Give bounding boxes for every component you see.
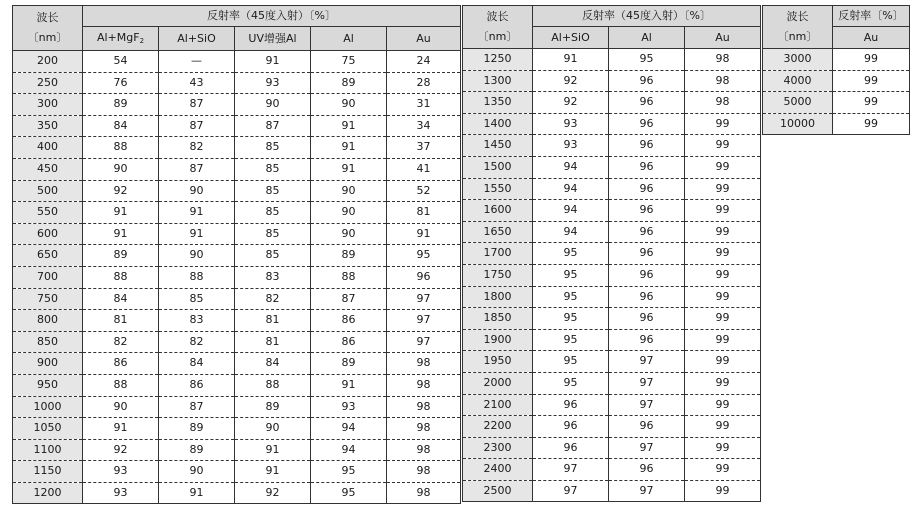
table-row	[463, 351, 761, 373]
reflectance-cell: 93	[533, 113, 609, 135]
column-header	[235, 27, 311, 51]
wavelength-cell: 2000	[463, 372, 533, 394]
reflectance-cell: 90	[311, 94, 387, 116]
wavelength-cell: 1700	[463, 243, 533, 265]
table-row	[463, 221, 761, 243]
column-header	[83, 27, 159, 51]
column-header: Au	[685, 27, 761, 49]
reflectance-cell: 98	[387, 461, 461, 483]
reflectance-cell: 94	[533, 156, 609, 178]
reflectance-cell: 99	[685, 329, 761, 351]
reflectance-cell: 81	[235, 310, 311, 332]
reflectance-cell: 99	[685, 221, 761, 243]
reflectance-cell: 83	[159, 310, 235, 332]
reflectance-cell: 99	[685, 394, 761, 416]
reflectance-cell: 91	[159, 202, 235, 224]
wavelength-cell: 1850	[463, 308, 533, 330]
reflectance-cell: 88	[159, 266, 235, 288]
wavelength-cell: 2500	[463, 480, 533, 502]
reflectance-cell: 88	[311, 266, 387, 288]
reflectance-cell: 87	[311, 288, 387, 310]
table-body	[13, 51, 461, 504]
reflectance-cell: 91	[387, 223, 461, 245]
reflectance-cell: 96	[609, 200, 685, 222]
wavelength-cell: 4000	[763, 70, 833, 92]
reflectance-cell: 90	[83, 158, 159, 180]
reflectance-cell: 97	[533, 459, 609, 481]
reflectance-cell: 84	[83, 115, 159, 137]
table-row	[13, 288, 461, 310]
reflectance-cell: 91	[311, 137, 387, 159]
table-row	[13, 310, 461, 332]
reflectance-cell: 96	[609, 70, 685, 92]
reflectance-cell: 41	[387, 158, 461, 180]
reflectance-cell: 84	[83, 288, 159, 310]
wavelength-cell: 1150	[13, 461, 83, 483]
reflectance-cell: 99	[685, 437, 761, 459]
reflectance-group-header: 反射率（45度入射）〔%〕	[533, 6, 761, 27]
reflectance-cell: 87	[159, 396, 235, 418]
reflectance-cell: 96	[609, 308, 685, 330]
reflectance-cell: 99	[685, 264, 761, 286]
table-row	[13, 180, 461, 202]
wavelength-cell: 700	[13, 266, 83, 288]
reflectance-cell: 85	[235, 245, 311, 267]
wavelength-cell: 1100	[13, 439, 83, 461]
reflectance-table-1250-2500	[462, 5, 761, 502]
reflectance-cell: 86	[83, 353, 159, 375]
wavelength-cell: 1950	[463, 351, 533, 373]
wavelength-cell: 300	[13, 94, 83, 116]
reflectance-cell: 97	[387, 310, 461, 332]
wavelength-label: 波长	[36, 11, 59, 24]
reflectance-cell: 98	[387, 482, 461, 504]
reflectance-cell: 91	[311, 158, 387, 180]
reflectance-cell: 94	[311, 418, 387, 440]
column-header-label: Al+SiO	[177, 32, 216, 45]
reflectance-cell: 99	[685, 416, 761, 438]
wavelength-unit: 〔nm〕	[477, 30, 518, 43]
reflectance-cell: 90	[311, 180, 387, 202]
wavelength-cell: 350	[13, 115, 83, 137]
wavelength-label: 波长	[486, 10, 509, 23]
table-row	[13, 418, 461, 440]
reflectance-cell: 85	[159, 288, 235, 310]
reflectance-cell: 28	[387, 72, 461, 94]
reflectance-cell: 89	[235, 396, 311, 418]
reflectance-cell: 91	[311, 115, 387, 137]
wavelength-cell: 1450	[463, 135, 533, 157]
reflectance-cell: 97	[609, 480, 685, 502]
table-row	[13, 396, 461, 418]
table-row	[463, 416, 761, 438]
wavelength-cell: 800	[13, 310, 83, 332]
reflectance-table-3000-10000	[762, 5, 910, 135]
wavelength-header	[463, 6, 533, 49]
reflectance-cell: 99	[685, 135, 761, 157]
reflectance-cell: 97	[609, 351, 685, 373]
table-row	[13, 137, 461, 159]
table-row	[463, 243, 761, 265]
wavelength-header	[763, 6, 833, 49]
table-row	[463, 480, 761, 502]
wavelength-cell: 2300	[463, 437, 533, 459]
wavelength-cell: 450	[13, 158, 83, 180]
reflectance-cell: 94	[533, 200, 609, 222]
reflectance-cell: 96	[533, 394, 609, 416]
wavelength-cell: 600	[13, 223, 83, 245]
reflectance-cell: 99	[833, 92, 910, 114]
table-row	[13, 353, 461, 375]
reflectance-cell: 92	[533, 70, 609, 92]
reflectance-cell: 91	[159, 482, 235, 504]
reflectance-cell: 86	[311, 310, 387, 332]
column-header	[311, 27, 387, 51]
reflectance-cell: 95	[311, 482, 387, 504]
reflectance-header: 反射率〔%〕	[833, 6, 910, 27]
table-row	[13, 439, 461, 461]
column-header	[159, 27, 235, 51]
reflectance-cell: 85	[235, 137, 311, 159]
reflectance-cell: 89	[311, 353, 387, 375]
table-row	[463, 437, 761, 459]
table-row	[13, 115, 461, 137]
reflectance-cell: 83	[235, 266, 311, 288]
reflectance-cell: —	[159, 51, 235, 73]
reflectance-cell: 31	[387, 94, 461, 116]
column-header	[387, 27, 461, 51]
wavelength-cell: 650	[13, 245, 83, 267]
reflectance-cell: 85	[235, 180, 311, 202]
reflectance-cell: 99	[685, 351, 761, 373]
table-row	[763, 49, 910, 71]
reflectance-cell: 90	[235, 94, 311, 116]
wavelength-cell: 1600	[463, 200, 533, 222]
reflectance-cell: 96	[533, 437, 609, 459]
wavelength-cell: 2200	[463, 416, 533, 438]
reflectance-cell: 90	[83, 396, 159, 418]
reflectance-cell: 93	[83, 461, 159, 483]
table-row	[463, 459, 761, 481]
reflectance-cell: 89	[311, 245, 387, 267]
table-row	[13, 51, 461, 73]
table-row	[763, 113, 910, 135]
wavelength-cell: 1750	[463, 264, 533, 286]
table-row	[13, 158, 461, 180]
reflectance-cell: 81	[83, 310, 159, 332]
wavelength-cell: 1050	[13, 418, 83, 440]
wavelength-cell: 1250	[463, 49, 533, 71]
reflectance-cell: 99	[685, 459, 761, 481]
reflectance-cell: 97	[387, 288, 461, 310]
reflectance-cell: 96	[609, 221, 685, 243]
table-row	[13, 331, 461, 353]
reflectance-cell: 96	[533, 416, 609, 438]
reflectance-cell: 81	[387, 202, 461, 224]
reflectance-cell: 96	[609, 113, 685, 135]
column-header-label: Al+MgF	[96, 31, 140, 44]
reflectance-cell: 98	[685, 49, 761, 71]
table-row	[13, 266, 461, 288]
reflectance-cell: 99	[685, 113, 761, 135]
reflectance-cell: 93	[533, 135, 609, 157]
reflectance-cell: 96	[609, 416, 685, 438]
wavelength-cell: 3000	[763, 49, 833, 71]
reflectance-cell: 94	[533, 221, 609, 243]
reflectance-cell: 94	[533, 178, 609, 200]
column-header: Au	[833, 27, 910, 49]
reflectance-cell: 95	[311, 461, 387, 483]
reflectance-cell: 87	[235, 115, 311, 137]
table-row	[463, 92, 761, 114]
reflectance-cell: 98	[685, 92, 761, 114]
table-row	[463, 135, 761, 157]
reflectance-cell: 99	[833, 70, 910, 92]
reflectance-cell: 99	[685, 286, 761, 308]
reflectance-cell: 95	[387, 245, 461, 267]
reflectance-cell: 92	[235, 482, 311, 504]
table-row	[13, 482, 461, 504]
reflectance-cell: 99	[685, 480, 761, 502]
reflectance-cell: 96	[609, 459, 685, 481]
reflectance-cell: 89	[159, 418, 235, 440]
column-header-label: Al	[343, 32, 354, 45]
wavelength-cell: 2400	[463, 459, 533, 481]
table-row	[13, 461, 461, 483]
table-row	[463, 156, 761, 178]
wavelength-cell: 1800	[463, 286, 533, 308]
wavelength-cell: 1300	[463, 70, 533, 92]
reflectance-cell: 54	[83, 51, 159, 73]
reflectance-cell: 89	[83, 245, 159, 267]
reflectance-cell: 98	[387, 374, 461, 396]
wavelength-unit: 〔nm〕	[777, 30, 818, 43]
reflectance-cell: 97	[387, 331, 461, 353]
reflectance-cell: 91	[311, 374, 387, 396]
reflectance-cell: 96	[609, 243, 685, 265]
reflectance-cell: 99	[685, 372, 761, 394]
reflectance-cell: 88	[83, 266, 159, 288]
reflectance-cell: 87	[159, 158, 235, 180]
reflectance-cell: 86	[159, 374, 235, 396]
wavelength-cell: 1000	[13, 396, 83, 418]
reflectance-cell: 94	[311, 439, 387, 461]
table-row	[463, 49, 761, 71]
reflectance-cell: 95	[533, 264, 609, 286]
table-row	[463, 394, 761, 416]
reflectance-cell: 93	[83, 482, 159, 504]
reflectance-cell: 88	[235, 374, 311, 396]
wavelength-cell: 500	[13, 180, 83, 202]
reflectance-cell: 96	[609, 156, 685, 178]
reflectance-cell: 97	[533, 480, 609, 502]
reflectance-cell: 90	[311, 223, 387, 245]
reflectance-cell: 96	[609, 329, 685, 351]
reflectance-cell: 96	[609, 286, 685, 308]
reflectance-cell: 99	[685, 178, 761, 200]
reflectance-cell: 91	[235, 461, 311, 483]
reflectance-cell: 91	[159, 223, 235, 245]
reflectance-cell: 99	[685, 308, 761, 330]
table-row	[763, 70, 910, 92]
reflectance-cell: 98	[387, 418, 461, 440]
reflectance-cell: 99	[685, 243, 761, 265]
wavelength-cell: 1350	[463, 92, 533, 114]
table-body	[463, 49, 761, 502]
reflectance-cell: 81	[235, 331, 311, 353]
wavelength-cell: 1900	[463, 329, 533, 351]
wavelength-cell: 1200	[13, 482, 83, 504]
reflectance-cell: 96	[387, 266, 461, 288]
column-header: Al+SiO	[533, 27, 609, 49]
table-body	[763, 49, 910, 135]
reflectance-cell: 84	[159, 353, 235, 375]
wavelength-cell: 1500	[463, 156, 533, 178]
table-row	[463, 264, 761, 286]
reflectance-cell: 93	[311, 396, 387, 418]
wavelength-cell: 200	[13, 51, 83, 73]
column-header-subscript: 2	[139, 37, 145, 45]
wavelength-cell: 250	[13, 72, 83, 94]
reflectance-cell: 95	[533, 329, 609, 351]
table-row	[463, 372, 761, 394]
reflectance-cell: 99	[833, 49, 910, 71]
wavelength-cell: 950	[13, 374, 83, 396]
reflectance-cell: 96	[609, 92, 685, 114]
table-row	[463, 70, 761, 92]
reflectance-cell: 91	[533, 49, 609, 71]
wavelength-cell: 750	[13, 288, 83, 310]
reflectance-cell: 98	[387, 439, 461, 461]
reflectance-cell: 96	[609, 135, 685, 157]
wavelength-cell: 1550	[463, 178, 533, 200]
reflectance-cell: 92	[83, 180, 159, 202]
reflectance-cell: 43	[159, 72, 235, 94]
reflectance-cell: 90	[159, 245, 235, 267]
reflectance-cell: 95	[533, 351, 609, 373]
table-row	[13, 223, 461, 245]
wavelength-cell: 2100	[463, 394, 533, 416]
reflectance-cell: 34	[387, 115, 461, 137]
wavelength-cell: 400	[13, 137, 83, 159]
reflectance-cell: 52	[387, 180, 461, 202]
reflectance-cell: 90	[235, 418, 311, 440]
reflectance-cell: 87	[159, 94, 235, 116]
reflectance-cell: 89	[159, 439, 235, 461]
reflectance-cell: 82	[235, 288, 311, 310]
table-row	[463, 329, 761, 351]
column-header-label: UV增强Al	[248, 32, 297, 45]
reflectance-cell: 76	[83, 72, 159, 94]
reflectance-cell: 97	[609, 372, 685, 394]
reflectance-cell: 91	[83, 202, 159, 224]
reflectance-cell: 75	[311, 51, 387, 73]
reflectance-cell: 85	[235, 202, 311, 224]
column-header: Al	[609, 27, 685, 49]
reflectance-table-200-1200	[12, 5, 461, 504]
reflectance-cell: 98	[685, 70, 761, 92]
table-row	[13, 72, 461, 94]
reflectance-cell: 90	[159, 180, 235, 202]
column-header-label: Au	[416, 32, 431, 45]
wavelength-cell: 5000	[763, 92, 833, 114]
reflectance-cell: 84	[235, 353, 311, 375]
wavelength-cell: 1650	[463, 221, 533, 243]
reflectance-cell: 82	[159, 137, 235, 159]
table-row	[463, 113, 761, 135]
wavelength-cell: 850	[13, 331, 83, 353]
reflectance-cell: 99	[833, 113, 910, 135]
reflectance-cell: 91	[83, 223, 159, 245]
reflectance-cell: 82	[159, 331, 235, 353]
reflectance-cell: 97	[609, 394, 685, 416]
reflectance-cell: 89	[83, 94, 159, 116]
reflectance-group-header: 反射率（45度入射）〔%〕	[83, 6, 461, 27]
wavelength-cell: 1400	[463, 113, 533, 135]
table-row	[463, 308, 761, 330]
reflectance-cell: 95	[609, 49, 685, 71]
table-row	[463, 200, 761, 222]
reflectance-cell: 91	[83, 418, 159, 440]
reflectance-cell: 88	[83, 137, 159, 159]
reflectance-cell: 97	[609, 437, 685, 459]
reflectance-cell: 95	[533, 286, 609, 308]
table-row	[463, 178, 761, 200]
table-row	[13, 202, 461, 224]
reflectance-cell: 99	[685, 156, 761, 178]
table-row	[13, 374, 461, 396]
reflectance-cell: 37	[387, 137, 461, 159]
reflectance-cell: 98	[387, 396, 461, 418]
reflectance-cell: 95	[533, 372, 609, 394]
wavelength-cell: 550	[13, 202, 83, 224]
wavelength-cell: 10000	[763, 113, 833, 135]
reflectance-cell: 96	[609, 264, 685, 286]
table-row	[13, 245, 461, 267]
reflectance-cell: 92	[83, 439, 159, 461]
reflectance-cell: 85	[235, 158, 311, 180]
reflectance-cell: 99	[685, 200, 761, 222]
reflectance-cell: 87	[159, 115, 235, 137]
reflectance-cell: 95	[533, 308, 609, 330]
reflectance-cell: 96	[609, 178, 685, 200]
reflectance-cell: 90	[159, 461, 235, 483]
reflectance-cell: 90	[311, 202, 387, 224]
table-row	[13, 94, 461, 116]
table-row	[463, 286, 761, 308]
reflectance-cell: 86	[311, 331, 387, 353]
wavelength-label: 波长	[786, 10, 809, 23]
reflectance-cell: 93	[235, 72, 311, 94]
table-row	[763, 92, 910, 114]
reflectance-cell: 91	[235, 51, 311, 73]
reflectance-cell: 92	[533, 92, 609, 114]
wavelength-unit: 〔nm〕	[27, 31, 68, 44]
reflectance-cell: 88	[83, 374, 159, 396]
wavelength-cell: 900	[13, 353, 83, 375]
wavelength-header	[13, 6, 83, 51]
reflectance-cell: 24	[387, 51, 461, 73]
reflectance-cell: 89	[311, 72, 387, 94]
reflectance-cell: 91	[235, 439, 311, 461]
reflectance-cell: 85	[235, 223, 311, 245]
reflectance-cell: 95	[533, 243, 609, 265]
reflectance-cell: 82	[83, 331, 159, 353]
reflectance-cell: 98	[387, 353, 461, 375]
